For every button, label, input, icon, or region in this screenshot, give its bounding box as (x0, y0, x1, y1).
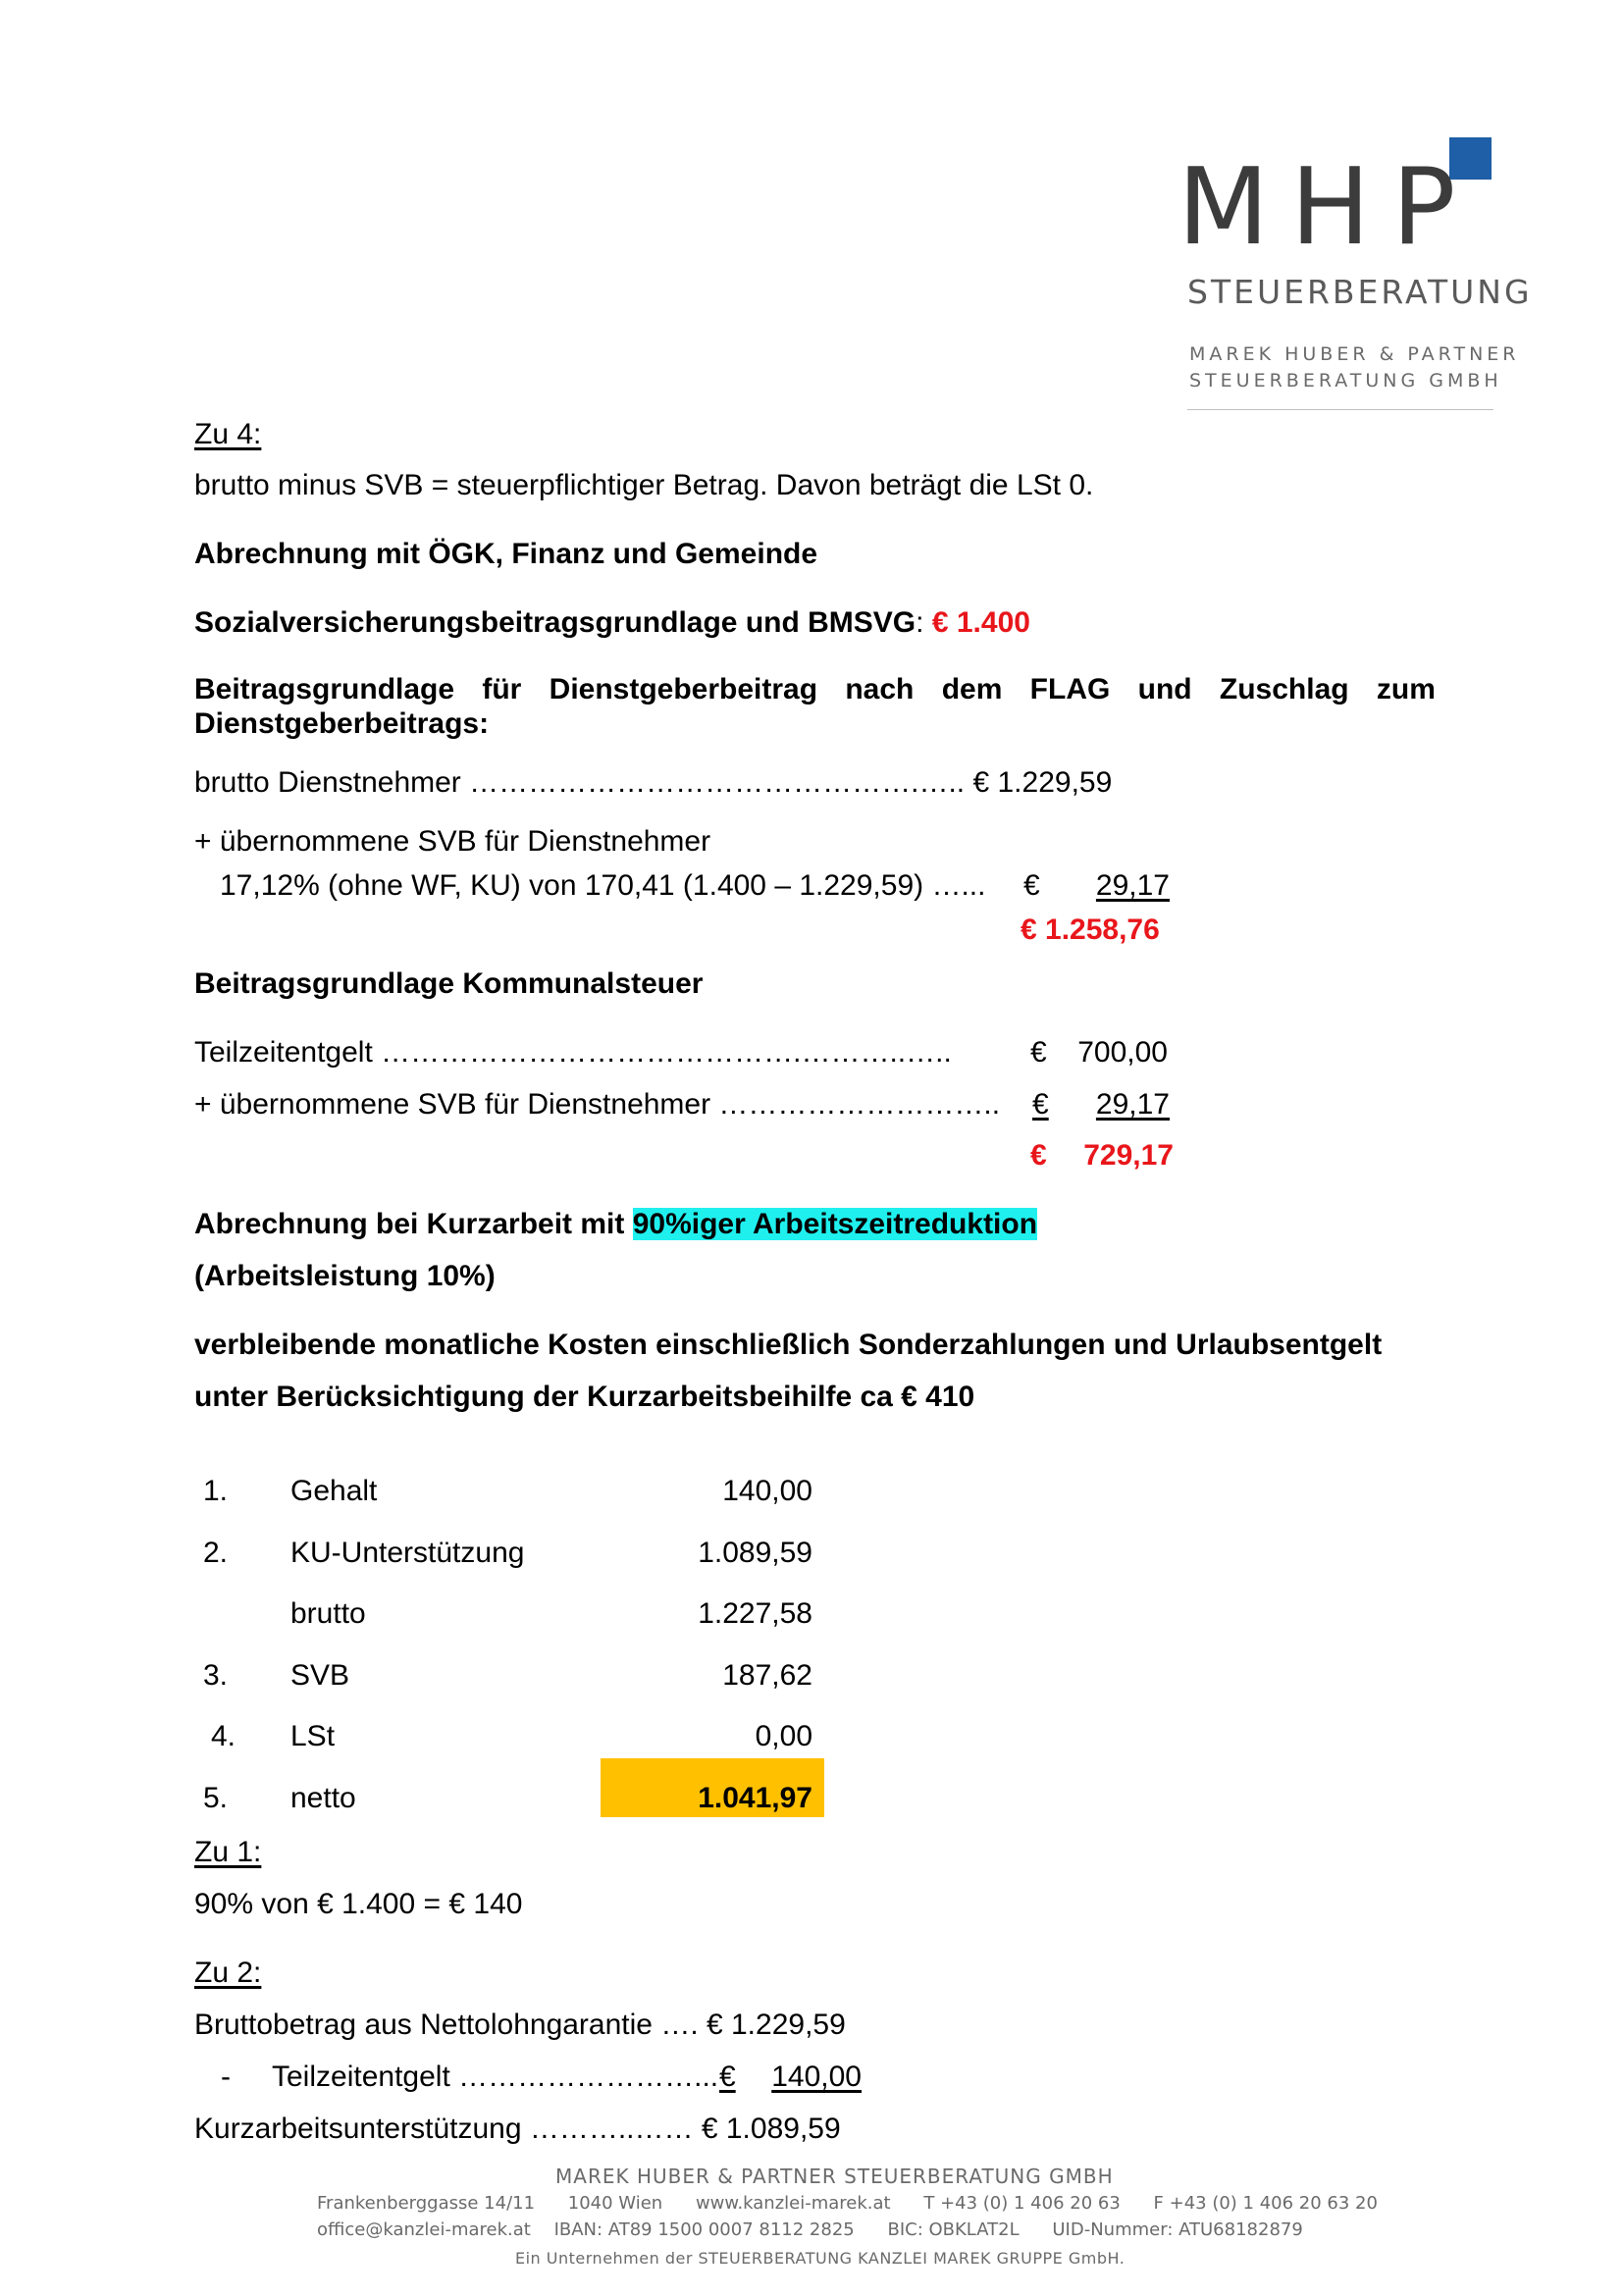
logo-company-line1: MAREK HUBER & PARTNER (1189, 343, 1520, 365)
footer-line2 (317, 2219, 1303, 2240)
dg-heading-word: zum (1376, 673, 1436, 705)
dg-heading-word: Dienstgeberbeitrag (549, 673, 818, 705)
footer-group: Ein Unternehmen der STEUERBERATUNG KANZLEI MAREK GRUPPE GmbH. (515, 2249, 1126, 2268)
kurzarbeit-sub: (Arbeitsleistung 10%) (194, 1260, 496, 1292)
dg-svb-detail: 17,12% (ohne WF, KU) von 170,41 (1.400 – 1.229,59) …... (220, 869, 986, 902)
table-row-value: 140,00 (722, 1475, 812, 1507)
footer-uid: UID-Nummer: ATU68182879 (1052, 2219, 1303, 2240)
zu4-text: brutto minus SVB = steuerpflichtiger Betrag. Davon beträgt die LSt 0. (194, 469, 1094, 501)
zu1-text: 90% von € 1.400 = € 140 (194, 1888, 523, 1920)
zu2-ku: Kurzarbeitsunterstützung ………..…… € 1.089,59 (194, 2113, 841, 2145)
table-row-label: netto (290, 1782, 356, 1814)
dg-total: € 1.258,76 (1021, 913, 1160, 946)
footer-phone: T +43 (0) 1 406 20 63 (923, 2193, 1121, 2214)
dg-heading-line1 (194, 672, 1436, 707)
dg-heading-word: nach (845, 673, 915, 705)
svbg-label: Sozialversicherungsbeitragsgrundlage und BMSVG (194, 606, 916, 639)
kurzarbeit-kosten-line1: verbleibende monatliche Kosten einschließlich Sonderzahlungen und Urlaubsentgelt (194, 1329, 1383, 1361)
kommunal-svb-label: + übernommene SVB für Dienstnehmer ……………………….. (194, 1088, 1001, 1121)
dg-svb-value: 29,17 (1095, 869, 1170, 902)
zu2-brutto: Bruttobetrag aus Nettolohngarantie …. € 1.229,59 (194, 2009, 846, 2041)
kommunal-total-currency: € (1030, 1139, 1047, 1172)
abrechnung-heading: Abrechnung mit ÖGK, Finanz und Gemeinde (194, 538, 818, 570)
footer-bic: BIC: OBKLAT2L (887, 2219, 1020, 2240)
kommunal-heading: Beitragsgrundlage Kommunalsteuer (194, 967, 704, 1000)
dg-heading-line2: Dienstgeberbeitrags: (194, 707, 490, 740)
kommunal-svb-value: 29,17 (1095, 1088, 1170, 1121)
footer-city: 1040 Wien (567, 2193, 663, 2214)
table-row-value: 1.089,59 (698, 1537, 812, 1569)
svbg-colon: : (916, 606, 924, 639)
table-row-num: 5. (203, 1782, 229, 1814)
svbg-value: € 1.400 (931, 606, 1030, 639)
table-row-label: KU-Unterstützung (290, 1537, 525, 1569)
footer-fax: F +43 (0) 1 406 20 63 20 (1153, 2193, 1378, 2214)
logo-subtitle: STEUERBERATUNG (1187, 273, 1533, 311)
footer-company: MAREK HUBER & PARTNER STEUERBERATUNG GMBH (555, 2165, 1114, 2188)
svbg-line (194, 605, 1030, 641)
dg-heading-word: dem (941, 673, 1003, 705)
table-row-num: 3. (203, 1659, 229, 1692)
table-row-num: 2. (203, 1537, 229, 1569)
zu2-teilzeit-currency: € (719, 2061, 736, 2093)
zu2-dash: - (221, 2061, 231, 2093)
table-row-value: 1.041,97 (698, 1782, 812, 1814)
dg-heading-word: Beitragsgrundlage (194, 673, 455, 705)
logo-divider (1187, 409, 1493, 410)
dg-heading-word: FLAG (1029, 673, 1111, 705)
table-row-value: 187,62 (722, 1659, 812, 1692)
zu1-heading: Zu 1: (194, 1836, 262, 1868)
footer-line1 (317, 2193, 1378, 2214)
footer-iban: IBAN: AT89 1500 0007 8112 2825 (553, 2219, 855, 2240)
footer-email[interactable]: office@kanzlei-marek.at (317, 2219, 531, 2240)
logo-company-line2: STEUERBERATUNG GMBH (1189, 370, 1502, 391)
kurzarbeit-heading-text: Abrechnung bei Kurzarbeit mit (194, 1208, 633, 1240)
zu4-heading: Zu 4: (194, 418, 262, 450)
dg-svb-label: + übernommene SVB für Dienstnehmer (194, 825, 711, 858)
table-row-value: 0,00 (755, 1720, 812, 1752)
footer-address: Frankenberggasse 14/11 (317, 2193, 536, 2214)
kommunal-teilzeit-label: Teilzeitentgelt …………………………………….………..….. (194, 1036, 952, 1069)
logo-letters: MHP (1178, 146, 1478, 269)
kommunal-total-value: 729,17 (1083, 1139, 1174, 1172)
table-row-label: LSt (290, 1720, 336, 1752)
zu2-heading: Zu 2: (194, 1957, 262, 1989)
table-row-label: SVB (290, 1659, 350, 1692)
kurzarbeit-highlight: 90%iger Arbeitszeitreduktion (632, 1208, 1038, 1240)
dg-svb-currency: € (1023, 869, 1040, 902)
zu2-teilzeit-label: Teilzeitentgelt ……………………... (272, 2061, 719, 2093)
kommunal-teilzeit-currency: € (1030, 1036, 1047, 1069)
table-row-num: 4. (211, 1720, 236, 1752)
zu2-teilzeit-value: 140,00 (771, 2061, 862, 2093)
kurzarbeit-kosten-line2: unter Berücksichtigung der Kurzarbeitsbeihilfe ca € 410 (194, 1381, 975, 1413)
dg-brutto-line: brutto Dienstnehmer ……………………………………….….. € 1.229,59 (194, 766, 1113, 799)
kommunal-teilzeit-value: 700,00 (1077, 1036, 1168, 1069)
dg-heading-word: und (1137, 673, 1192, 705)
table-row-value: 1.227,58 (698, 1597, 812, 1630)
kurzarbeit-heading (194, 1207, 1037, 1242)
table-row-num: 1. (203, 1475, 229, 1507)
dg-heading-word: Zuschlag (1219, 673, 1349, 705)
kommunal-svb-currency: € (1032, 1088, 1049, 1121)
footer-web[interactable]: www.kanzlei-marek.at (695, 2193, 891, 2214)
table-row-label: brutto (290, 1597, 366, 1630)
table-row-label: Gehalt (290, 1475, 378, 1507)
dg-heading-word: für (482, 673, 522, 705)
